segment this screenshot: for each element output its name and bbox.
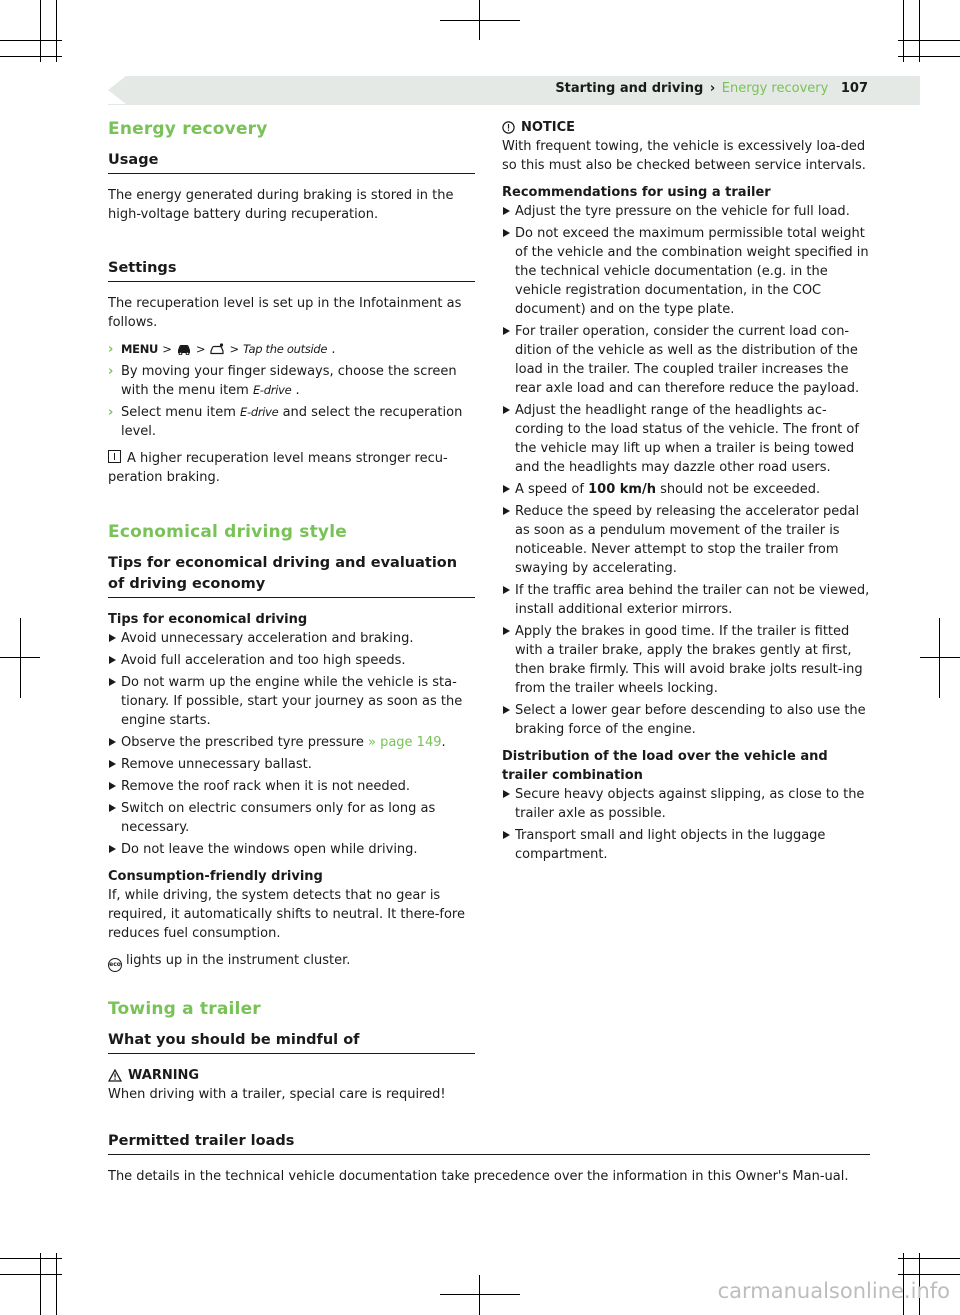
watermark: carmanualsonline.info (717, 1279, 950, 1303)
header-subsection: Energy recovery (721, 81, 829, 96)
list-item: Reduce the speed by releasing the accelerator pedal as soon as a pendulum movement of the trailer is noticeable. Never attempt to stop the trailer from swaying by accelerating. (502, 502, 870, 578)
list-item: Do not warm up the engine while the vehicle is sta-tionary. If possible, start your journey as soon as the engine starts. (108, 673, 475, 730)
car-settings-icon (209, 343, 225, 355)
towing-trailer-title: Towing a trailer (108, 999, 261, 1019)
recommendations-title: Recommendations for using a trailer (502, 185, 771, 200)
economical-driving-title: Economical driving style (108, 522, 347, 542)
step2-text: By moving your finger sideways, choose the screen with the menu item (121, 364, 457, 398)
info-text: A higher recuperation level means stronger recu-peration braking. (108, 451, 448, 485)
warning-text: When driving with a trailer, special care is required! (108, 1087, 446, 1102)
chevron-right-icon: › (108, 405, 114, 420)
car-icon (176, 343, 192, 355)
notice-heading (502, 118, 870, 137)
eco-light-text: lights up in the instrument cluster. (126, 953, 351, 968)
breadcrumb-separator: › (709, 81, 716, 96)
step-choose-screen (108, 362, 475, 400)
crop-mark-left-mid-h (0, 657, 40, 658)
page-149-link[interactable]: » page 149 (367, 735, 442, 750)
settings-heading: Settings (108, 258, 475, 282)
list-item: If the traffic area behind the trailer can not be viewed, install additional exterior mirrors. (502, 581, 870, 619)
info-icon (108, 450, 121, 463)
step-menu-path (108, 340, 475, 359)
settings-steps (108, 340, 475, 441)
load-distribution-title: Distribution of the load over the vehicle and trailer combination (502, 749, 828, 783)
crop-mark-left-mid-v (20, 618, 21, 698)
list-item: Transport small and light objects in the luggage compartment. (502, 826, 870, 864)
usage-text: The energy generated during braking is stored in the high-voltage battery during recuperation. (108, 188, 454, 222)
list-item: Adjust the headlight range of the headlights ac-cording to the load status of the vehicle. The front of the vehicle may lift up when a trailer is being towed and the headlights may dazzle other road users. (502, 401, 870, 477)
warning-triangle-icon (108, 1069, 122, 1082)
load-distribution-list (502, 785, 870, 864)
crop-mark-right-mid-h (920, 657, 960, 658)
right-column (502, 118, 870, 872)
speed-text: A speed of (515, 482, 584, 497)
list-item: Adjust the tyre pressure on the vehicle for full load. (502, 202, 870, 221)
list-item: Do not exceed the maximum permissible total weight of the vehicle and the combination weight specified in the technical vehicle documentation (e.g. in the vehicle registration documentation, in the COC document) and on the type plate. (502, 224, 870, 319)
recommendations-list (502, 202, 870, 739)
list-item: For trailer operation, consider the current load con-dition of the vehicle as well as the distribution of the load in the trailer. The coupled trailer increases the rear axle load and can therefore reduce the payload. (502, 322, 870, 398)
step2-menu-item: E-drive (252, 383, 292, 397)
list-item: Select a lower gear before descending to also use the braking force of the engine. (502, 701, 870, 739)
consumption-friendly-title: Consumption-friendly driving (108, 869, 323, 884)
crop-mark-bottom-center-h (440, 1294, 520, 1295)
speed-text-end: should not be exceeded. (660, 482, 821, 497)
crop-mark-bottom-left-h (0, 1258, 62, 1259)
speed-value: 100 km/h (588, 482, 656, 497)
info-note (108, 449, 475, 487)
path-separator: > (162, 342, 172, 356)
path-separator: > (229, 342, 239, 356)
crop-mark-bottom-center-v (479, 1275, 480, 1315)
tyre-pressure-end: . (441, 735, 446, 750)
notice-label: NOTICE (521, 120, 576, 135)
list-item: Remove the roof rack when it is not needed. (108, 777, 475, 796)
consumption-friendly-text: If, while driving, the system detects that no gear is required, it automatically shifts to neutral. It there-fore reduces fuel consumption. (108, 888, 465, 941)
chevron-right-icon: › (108, 342, 114, 357)
energy-recovery-title: Energy recovery (108, 119, 268, 139)
crop-mark-bottom-right-h2 (898, 1274, 960, 1275)
menu-label: MENU (121, 342, 159, 356)
list-item: Remove unnecessary ballast. (108, 755, 475, 774)
step3-menu-item: E-drive (240, 405, 279, 419)
crop-mark-bottom-left-v (40, 1253, 41, 1315)
notice-icon (502, 121, 515, 134)
step-select-level (108, 403, 475, 441)
crop-mark-bottom-left-h2 (0, 1274, 62, 1275)
crop-mark-top-left-v (40, 0, 41, 62)
settings-text: The recuperation level is set up in the Infotainment as follows. (108, 296, 462, 330)
warning-label: WARNING (128, 1068, 200, 1083)
permitted-loads-text: The details in the technical vehicle documentation take precedence over the information in this Owner's Man-ual. (108, 1169, 849, 1184)
list-item: Avoid full acceleration and too high speeds. (108, 651, 475, 670)
crop-mark-top-left-h2 (0, 56, 62, 57)
list-item (108, 733, 475, 752)
chevron-right-icon: › (108, 364, 114, 379)
warning-heading (108, 1066, 475, 1085)
eco-icon: eco (108, 958, 122, 972)
crop-mark-top-left-v2 (56, 0, 57, 62)
crop-mark-top-right-v (903, 0, 904, 62)
crop-mark-bottom-right-h (898, 1258, 960, 1259)
left-column (108, 118, 475, 1112)
step3-text: Select menu item (121, 405, 236, 420)
step2-end: . (295, 383, 300, 398)
towing-heading: What you should be mindful of (108, 1030, 475, 1054)
step3-end: and select the recuperation level. (121, 405, 463, 439)
path-separator: > (195, 342, 206, 356)
crop-mark-top-right-v2 (919, 0, 920, 62)
crop-mark-right-mid-v (939, 618, 940, 698)
usage-heading: Usage (108, 150, 475, 174)
tyre-pressure-text: Observe the prescribed tyre pressure (121, 735, 364, 750)
crop-mark-top-right-h (898, 40, 960, 41)
list-item (502, 480, 870, 499)
tips-title: Tips for economical driving (108, 612, 308, 627)
crop-mark-top-right-h2 (898, 56, 960, 57)
tips-list (108, 629, 475, 859)
list-item: Secure heavy objects against slipping, as close to the trailer axle as possible. (502, 785, 870, 823)
permitted-loads-section (108, 1131, 870, 1194)
list-item: Do not leave the windows open while driving. (108, 840, 475, 859)
page-number: 107 (840, 81, 868, 96)
crop-mark-top-center-h (440, 20, 520, 21)
list-item: Avoid unnecessary acceleration and braking. (108, 629, 475, 648)
list-item: Apply the brakes in good time. If the trailer is fitted with a trailer brake, apply the brakes gently at first, then brake firmly. This will avoid brake jolts result-ing from the trailer wheels locking. (502, 622, 870, 698)
header-notch (108, 76, 126, 104)
crop-mark-bottom-left-v2 (56, 1253, 57, 1315)
crop-mark-top-left-h (0, 40, 62, 41)
running-header (555, 81, 868, 96)
list-item: Switch on electric consumers only for as long as necessary. (108, 799, 475, 837)
notice-text: With frequent towing, the vehicle is excessively loa-ded so this must also be checked between service intervals. (502, 139, 866, 173)
eco-light-line (108, 951, 475, 972)
permitted-loads-heading: Permitted trailer loads (108, 1131, 870, 1155)
tap-outside-label: Tap the outside (242, 342, 328, 356)
economical-driving-heading: Tips for economical driving and evaluation of driving economy (108, 553, 475, 598)
path-end-dot: . (331, 342, 336, 357)
header-section: Starting and driving (555, 81, 704, 96)
